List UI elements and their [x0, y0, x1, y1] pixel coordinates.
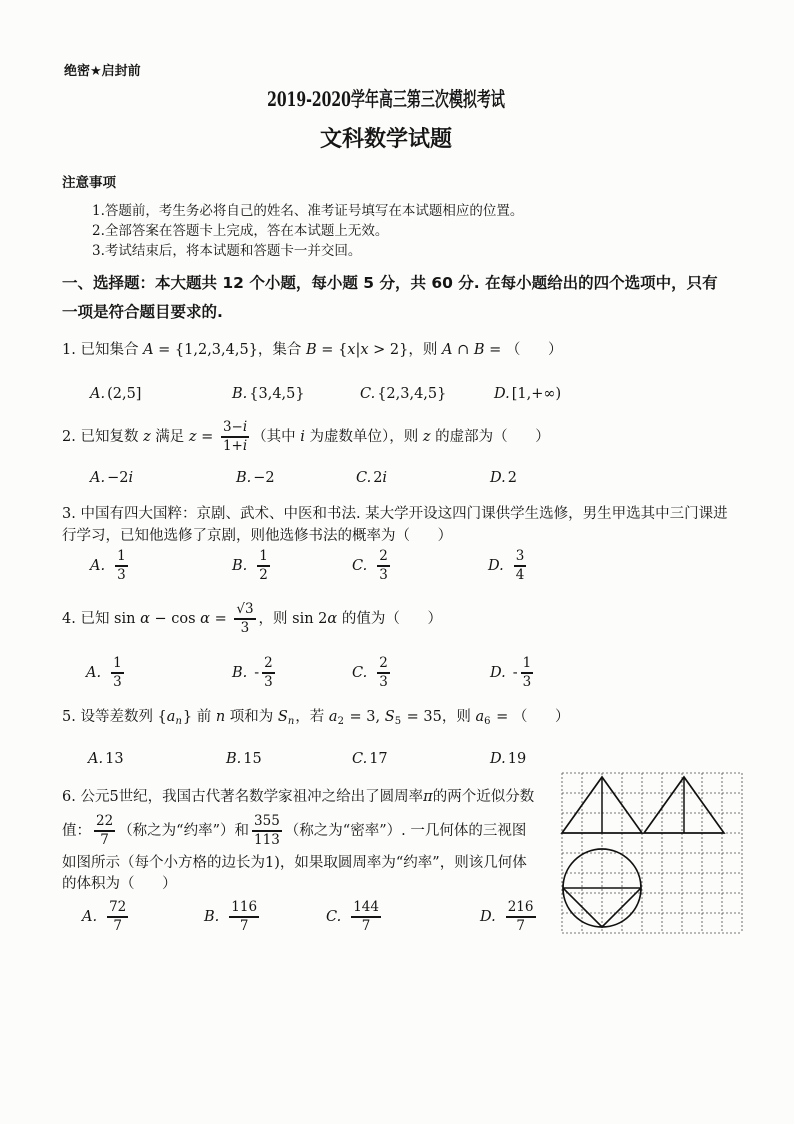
- text-run: 116: [231, 899, 258, 916]
- option-label: B.: [236, 470, 252, 486]
- question-5-stem: [62, 705, 570, 729]
- option-label: D.: [494, 386, 510, 402]
- option-label: C.: [326, 909, 342, 925]
- text-run: 19: [507, 751, 527, 767]
- text-run: 项和为: [225, 709, 278, 725]
- text-run: 7: [516, 917, 525, 934]
- math-variable: x: [360, 342, 369, 358]
- option-label: B.: [232, 665, 248, 681]
- text-run: 2: [507, 470, 517, 486]
- text-run: > 2}，则: [368, 342, 442, 358]
- text-run: = {1,2,3,4,5}，集合: [153, 342, 307, 358]
- text-run: =: [196, 429, 218, 445]
- fraction-numerator: [257, 549, 270, 564]
- text-run: } 前: [182, 709, 216, 725]
- text-run: （称之为“约率”）和: [118, 823, 250, 839]
- text-run: 1: [522, 655, 532, 672]
- grid: [562, 773, 742, 933]
- fraction-denominator: [98, 833, 111, 848]
- text-run: = 35，则: [402, 709, 476, 725]
- question-2-option-c: [356, 466, 387, 490]
- math-variable: i: [128, 470, 134, 486]
- fraction: [94, 814, 115, 847]
- text-run: ，若: [295, 709, 329, 725]
- math-variable: z: [143, 429, 151, 445]
- fraction: [229, 900, 259, 933]
- question-4-option-c: [352, 653, 393, 693]
- math-variable: x: [347, 342, 356, 358]
- fraction: [377, 656, 390, 689]
- text-run: 7: [100, 831, 109, 848]
- fraction-numerator: [377, 549, 390, 564]
- question-3-stem: [62, 502, 728, 526]
- text-run: (2,5]: [107, 386, 142, 402]
- text-run: 22: [96, 813, 114, 830]
- question-3-option-c: [352, 546, 393, 586]
- subscript: n: [287, 716, 295, 727]
- fraction-denominator: [239, 621, 252, 636]
- text-run: 1. 已知集合: [62, 342, 144, 358]
- text-run: √3: [236, 601, 254, 618]
- text-run: 216: [507, 899, 534, 916]
- text-run: ，则 sin 2: [258, 611, 328, 627]
- notice-heading: 注意事项: [62, 175, 116, 191]
- text-run: -: [512, 665, 518, 681]
- math-variable: B: [306, 342, 317, 358]
- math-variable: S: [277, 709, 288, 725]
- math-variable: i: [242, 419, 248, 436]
- text-run: [1,+∞): [511, 386, 562, 402]
- fraction: [234, 602, 255, 635]
- text-run: 2: [373, 470, 383, 486]
- fraction-denominator: [238, 919, 251, 934]
- fraction-denominator: [252, 833, 282, 848]
- text-run: −2: [253, 470, 275, 486]
- text-run: 2: [259, 566, 268, 583]
- fraction-numerator: [521, 656, 534, 671]
- text-run: 15: [243, 751, 262, 767]
- option-label: A.: [82, 909, 98, 925]
- fraction-denominator: [262, 675, 275, 690]
- fraction-denominator: [115, 568, 128, 583]
- option-label: A.: [90, 470, 106, 486]
- fraction-numerator: [107, 900, 128, 915]
- text-run: = {: [316, 342, 348, 358]
- question-3-option-d: [488, 546, 529, 586]
- math-variable: α: [200, 611, 210, 627]
- question-2-option-d: [490, 466, 517, 490]
- text-run: 1: [259, 548, 268, 565]
- text-run: 1+: [222, 437, 243, 454]
- option-label: B.: [204, 909, 220, 925]
- text-run: 的两个近似分数: [432, 789, 535, 805]
- text-run: 3: [264, 673, 273, 690]
- question-4-stem: [62, 599, 442, 639]
- question-5-option-c: [352, 747, 388, 771]
- subscript: 5: [394, 716, 402, 727]
- math-variable: i: [382, 470, 388, 486]
- math-variable: z: [188, 429, 197, 445]
- option-label: A.: [86, 665, 102, 681]
- math-variable: B: [473, 342, 485, 358]
- text-run: 值：: [62, 823, 91, 839]
- question-5-option-b: [226, 747, 262, 771]
- text-run: 7: [361, 917, 371, 934]
- text-run: 为虚数单位），则: [304, 429, 423, 445]
- math-variable: α: [140, 611, 150, 627]
- fraction-numerator: [252, 814, 282, 829]
- option-label: A.: [88, 751, 104, 767]
- section-heading-line: 一项是符合题目要求的.: [62, 303, 223, 321]
- fraction-denominator: [221, 439, 249, 454]
- option-label: B.: [232, 386, 248, 402]
- math-variable: i: [300, 429, 305, 445]
- fraction-numerator: [506, 900, 536, 915]
- question-1-stem: [62, 338, 563, 362]
- question-3-option-a: [90, 546, 131, 586]
- math-variable: z: [422, 429, 431, 445]
- fraction-denominator: [521, 675, 534, 690]
- section-heading-line: 一、选择题：本大题共 12 个小题，每小题 5 分，共 60 分. 在每小题给出的四个选项中，只有: [62, 274, 718, 292]
- fraction-denominator: [111, 675, 124, 690]
- text-run: 3: [515, 548, 525, 565]
- question-6-option-b: [204, 897, 262, 937]
- text-run: {3,4,5}: [249, 386, 305, 402]
- fraction-numerator: [377, 656, 390, 671]
- question-6-stem: [62, 785, 534, 809]
- notice-item: 1.答题前，考生务必将自己的姓名、准考证号填写在本试题相应的位置。: [92, 203, 524, 219]
- text-run: = 3,: [344, 709, 385, 725]
- text-run: （称之为“密率”）. 一几何体的三视图: [284, 823, 527, 839]
- text-run: 355: [254, 813, 280, 830]
- option-label: C.: [360, 386, 376, 402]
- text-run: 3: [240, 619, 250, 636]
- text-run: 7: [113, 917, 122, 934]
- math-variable: A: [442, 342, 453, 358]
- three-view-figure: [560, 771, 748, 937]
- text-run: 3: [379, 566, 388, 583]
- fraction-denominator: [377, 675, 390, 690]
- math-variable: n: [215, 709, 226, 725]
- option-label: C.: [352, 665, 368, 681]
- math-variable: S: [384, 709, 395, 725]
- question-6-option-c: [326, 897, 384, 937]
- math-variable: a: [166, 709, 176, 725]
- text-run: 72: [109, 899, 127, 916]
- option-label: D.: [488, 558, 504, 574]
- text-run: -: [254, 665, 260, 681]
- option-label: D.: [490, 665, 506, 681]
- text-run: 2. 已知复数: [62, 429, 144, 445]
- math-variable: A: [143, 342, 154, 358]
- fraction-numerator: [229, 900, 259, 915]
- text-run: −2: [107, 470, 129, 486]
- fraction: [351, 900, 381, 933]
- text-run: =: [209, 611, 232, 627]
- fraction: [377, 549, 390, 582]
- text-run: − cos: [149, 611, 201, 627]
- option-label: D.: [490, 470, 506, 486]
- fraction-numerator: [351, 900, 381, 915]
- fraction-numerator: [94, 814, 115, 829]
- fraction: [111, 656, 124, 689]
- option-label: A.: [90, 386, 106, 402]
- fraction: [252, 814, 282, 847]
- question-2-option-b: [236, 466, 275, 490]
- math-variable: a: [328, 709, 338, 725]
- option-label: C.: [356, 470, 372, 486]
- fraction-numerator: [111, 656, 124, 671]
- option-label: A.: [90, 558, 106, 574]
- question-2-option-a: [90, 466, 133, 490]
- question-2-stem: [62, 417, 550, 457]
- math-variable: i: [242, 437, 248, 454]
- option-label: B.: [232, 558, 248, 574]
- question-4-option-a: [86, 653, 127, 693]
- text-run: = （ ）: [484, 342, 563, 358]
- fraction-numerator: [234, 602, 255, 617]
- question-5-option-a: [88, 747, 124, 771]
- text-run: 3: [117, 566, 126, 583]
- question-6-stem: [62, 872, 177, 896]
- option-label: B.: [226, 751, 242, 767]
- fraction-denominator: [377, 568, 390, 583]
- text-run: 113: [254, 831, 280, 848]
- text-run: 2: [379, 548, 388, 565]
- text-run: ∩: [452, 342, 474, 358]
- exam-subtitle: 文科数学试题: [319, 126, 452, 152]
- question-1-option-d: [494, 382, 561, 406]
- text-run: 的体积为（ ）: [62, 876, 177, 892]
- question-3-option-b: [232, 546, 273, 586]
- text-run: 7: [239, 917, 249, 934]
- fraction-numerator: [262, 656, 275, 671]
- notice-item: 3.考试结束后，将本试题和答题卡一并交回。: [92, 243, 362, 259]
- question-1-option-b: [232, 382, 305, 406]
- exam-title: 2019-2020学年高三第三次模拟考试: [267, 87, 505, 111]
- text-run: 行学习，已知他选修了京剧，则他选修书法的概率为（ ）: [62, 528, 453, 544]
- text-run: 4. 已知 sin: [62, 611, 141, 627]
- fraction: [262, 656, 275, 689]
- text-run: = （ ）: [491, 709, 570, 725]
- text-run: 17: [369, 751, 388, 767]
- fraction-denominator: [360, 919, 373, 934]
- text-run: 6. 公元5世纪，我国古代著名数学家祖冲之给出了圆周率: [62, 789, 424, 805]
- fraction-denominator: [111, 919, 124, 934]
- text-run: 3: [379, 673, 388, 690]
- fraction: [107, 900, 128, 933]
- fraction: [514, 549, 527, 582]
- question-1-option-a: [90, 382, 141, 406]
- text-run: 2: [264, 655, 273, 672]
- fraction: [506, 900, 536, 933]
- confidential-label: 绝密★启封前: [64, 64, 141, 79]
- subscript: 6: [484, 716, 491, 727]
- option-label: D.: [480, 909, 496, 925]
- fraction-denominator: [514, 568, 527, 583]
- math-variable: α: [327, 611, 338, 627]
- question-3-stem: [62, 524, 452, 548]
- text-run: 13: [105, 751, 124, 767]
- fraction: [221, 420, 249, 453]
- text-run: 3−: [222, 419, 243, 436]
- text-run: 1: [117, 548, 126, 565]
- subscript: n: [175, 716, 182, 727]
- fraction-numerator: [514, 549, 527, 564]
- fraction-numerator: [221, 420, 249, 435]
- text-run: 3: [522, 673, 532, 690]
- option-label: C.: [352, 751, 368, 767]
- question-6-stem: [62, 811, 526, 851]
- question-4-option-b: [232, 653, 278, 693]
- question-5-option-d: [490, 747, 526, 771]
- subscript: 2: [337, 716, 344, 727]
- option-label: C.: [352, 558, 368, 574]
- text-run: |: [355, 342, 361, 358]
- text-run: {2,3,4,5}: [377, 386, 447, 402]
- fraction-numerator: [115, 549, 128, 564]
- text-run: 2: [379, 655, 388, 672]
- option-label: D.: [490, 751, 506, 767]
- text-run: 1: [113, 655, 122, 672]
- fraction-denominator: [514, 919, 527, 934]
- text-run: 的虚部为（ ）: [430, 429, 550, 445]
- text-run: 5. 设等差数列 {: [62, 709, 167, 725]
- question-6-option-a: [82, 897, 131, 937]
- text-run: 4: [515, 566, 525, 583]
- text-run: （其中: [252, 429, 301, 445]
- text-run: 如图所示（每个小方格的边长为1)，如果取圆周率为“约率”，则该几何体: [62, 855, 527, 871]
- text-run: 3. 中国有四大国粹：京剧、武术、中医和书法. 某大学开设这四门课供学生选修，男生甲选其中三门课进: [62, 506, 728, 522]
- text-run: 144: [353, 899, 379, 916]
- notice-item: 2.全部答案在答题卡上完成，答在本试题上无效。: [92, 223, 389, 239]
- text-run: 满足: [150, 429, 189, 445]
- math-variable: a: [475, 709, 485, 725]
- question-6-option-d: [480, 897, 539, 937]
- fraction: [115, 549, 128, 582]
- fraction-denominator: [257, 568, 270, 583]
- text-run: 3: [113, 673, 122, 690]
- fraction: [521, 656, 534, 689]
- fraction: [257, 549, 270, 582]
- math-variable: π: [423, 789, 433, 805]
- question-4-option-d: [490, 653, 536, 693]
- text-run: 的值为（ ）: [337, 611, 442, 627]
- question-1-option-c: [360, 382, 446, 406]
